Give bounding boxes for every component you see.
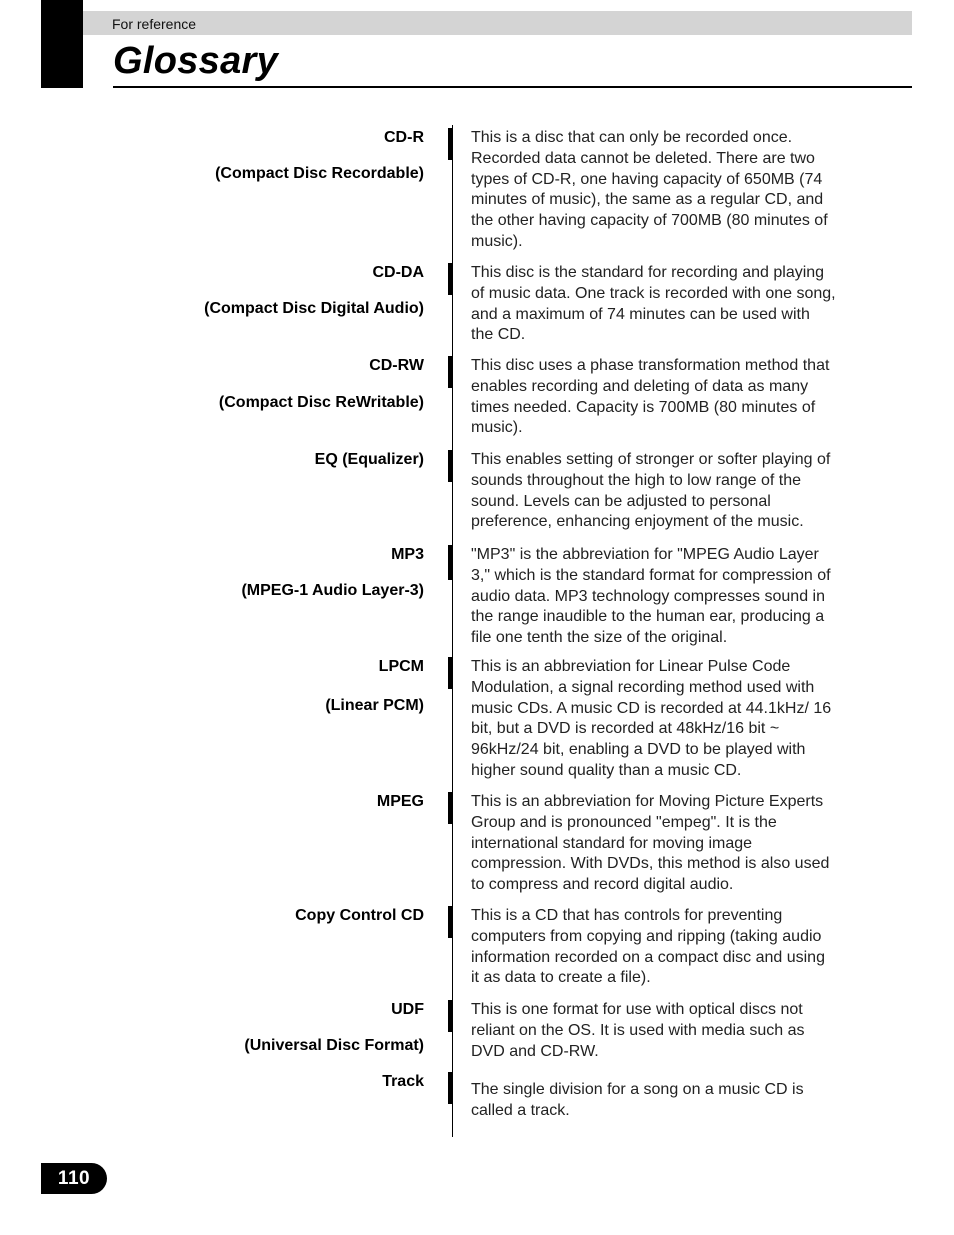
entry-marker — [448, 263, 453, 295]
entry-marker — [448, 1000, 453, 1032]
page-number: 110 — [41, 1163, 107, 1194]
entry-marker — [448, 356, 453, 388]
header-bar — [83, 11, 912, 35]
term-full-name: (MPEG-1 Audio Layer-3) — [241, 582, 424, 599]
term-definition: This is one format for use with optical discs not reliant on the OS. It is used with media such as DVD and CD-RW. — [471, 1001, 805, 1060]
entry-marker — [448, 792, 453, 824]
entry-marker — [448, 657, 453, 689]
term-full-name: (Compact Disc Recordable) — [215, 165, 424, 182]
entry-marker — [448, 1072, 453, 1104]
entry-marker — [448, 906, 453, 938]
term-abbreviation: UDF — [391, 1001, 424, 1018]
term-definition: This enables setting of stronger or softer playing of sounds throughout the high to low range of the sound. Levels can be adjusted to personal preference, enhancing enjoyment of the music. — [471, 451, 831, 531]
term-abbreviation: Copy Control CD — [295, 907, 424, 924]
entry-marker — [448, 545, 453, 580]
term-full-name: (Linear PCM) — [325, 697, 424, 714]
term-definition: "MP3" is the abbreviation for "MPEG Audio Layer 3," which is the standard format for compression of audio data. MP3 technology compresses sound in the range inaudible to the human ear, producing a file one tenth the size of the original. — [471, 546, 831, 647]
term-abbreviation: EQ (Equalizer) — [314, 451, 424, 468]
term-definition: The single division for a song on a music CD is called a track. — [471, 1081, 804, 1119]
term-abbreviation: MPEG — [376, 793, 424, 810]
term-abbreviation: CD-DA — [372, 264, 424, 281]
term-full-name: (Compact Disc Digital Audio) — [204, 300, 424, 317]
page-title: Glossary — [113, 40, 279, 82]
term-definition: This is an abbreviation for Moving Picture Experts Group and is pronounced "empeg". It is the international standard for moving image compression. With DVDs, this method is also used to compress and record digital audio. — [471, 793, 830, 894]
term-abbreviation: CD-RW — [369, 357, 424, 374]
term-full-name: (Compact Disc ReWritable) — [218, 394, 424, 411]
term-definition: This disc is the standard for recording and playing of music data. One track is recorded with one song, and a maximum of 74 minutes can be used with the CD. — [471, 264, 836, 344]
term-abbreviation: MP3 — [391, 546, 424, 563]
term-full-name: (Universal Disc Format) — [244, 1037, 424, 1054]
entry-marker — [448, 128, 453, 160]
term-abbreviation: Track — [382, 1073, 424, 1090]
term-definition: This is an abbreviation for Linear Pulse Code Modulation, a signal recording method used with music CDs. A music CD is recorded at 44.1kHz/ 16 bit, but a DVD is recorded at 48kHz/16 bit ~ 96kHz/24 bit, enabling a DVD to be played with higher sound quality than a music CD. — [471, 658, 832, 779]
section-label: For reference — [112, 16, 197, 32]
section-tab — [41, 0, 83, 88]
term-abbreviation: LPCM — [378, 658, 424, 675]
term-definition: This is a disc that can only be recorded once. Recorded data cannot be deleted. There are two types of CD-R, one having capacity of 650MB (74 minutes of music), the same as a regular CD, and the other having capacity of 700MB (80 minutes of music). — [471, 129, 828, 250]
term-definition: This is a CD that has controls for preventing computers from copying and ripping (taking audio information recorded on a compact disc and using it as data to create a file). — [471, 907, 825, 987]
entry-marker — [448, 450, 453, 482]
title-rule — [113, 86, 912, 88]
term-definition: This disc uses a phase transformation method that enables recording and deleting of data as many times needed. Capacity is 700MB (80 minutes of music). — [471, 357, 830, 437]
term-abbreviation: CD-R — [384, 129, 424, 146]
